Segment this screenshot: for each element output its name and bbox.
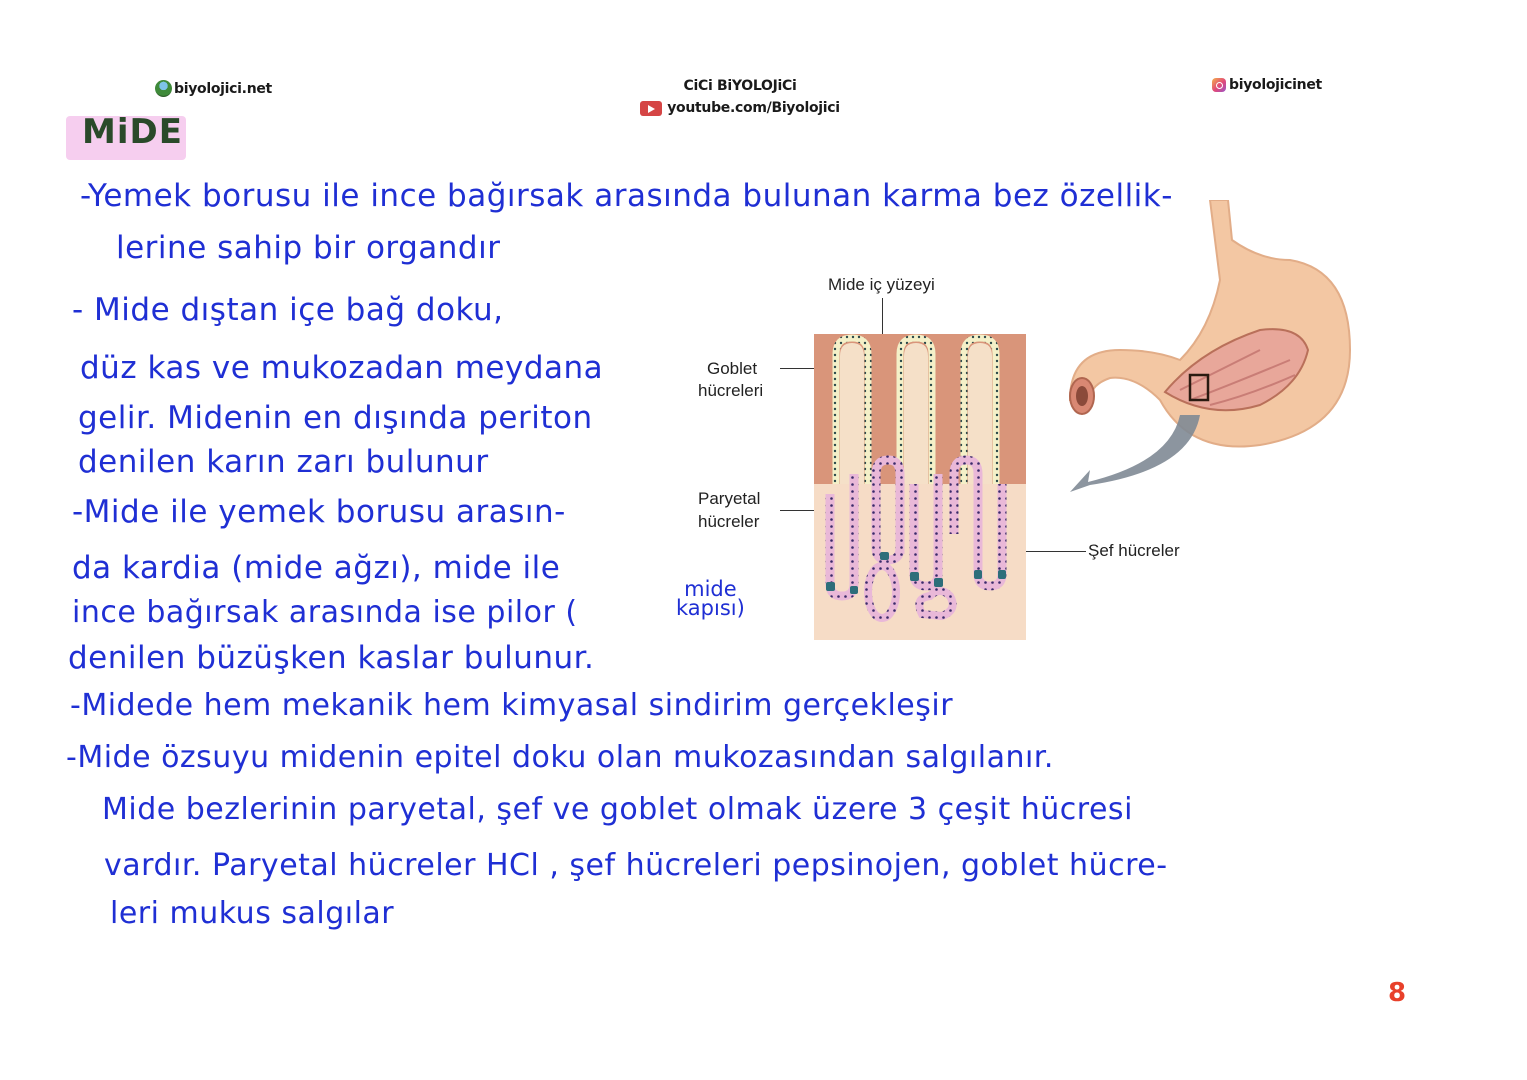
label-chief-cells: Şef hücreler (1088, 541, 1180, 560)
label-inner-surface: Mide iç yüzeyi (828, 275, 935, 294)
youtube-icon (640, 101, 662, 116)
pilor-annotation-top: mide (684, 577, 737, 601)
gastric-gland-illustration (814, 334, 1026, 640)
note-line: ince bağırsak arasında ise pilor ( (72, 595, 578, 630)
instagram-icon (1212, 78, 1226, 92)
channel-title: CiCi BiYOLOJiCi (683, 78, 797, 94)
site-name: biyolojici.net (174, 80, 272, 97)
note-line: düz kas ve mukozadan meydana (80, 350, 604, 386)
note-line: -Mide ile yemek borusu arasın- (72, 494, 566, 530)
label-parietal-line2: hücreler (698, 512, 760, 531)
note-line: denilen büzüşken kaslar bulunur. (68, 640, 595, 676)
note-line: - Mide dıştan içe bağ doku, (72, 292, 504, 328)
note-line: leri mukus salgılar (110, 896, 395, 931)
label-goblet-line2: hücreleri (698, 381, 764, 400)
note-line: gelir. Midenin en dışında periton (78, 400, 593, 436)
leader-line (1016, 551, 1086, 552)
page-title: MiDE (82, 112, 183, 152)
pilor-annotation (676, 577, 745, 620)
pilor-annotation-bottom: kapısı) (676, 596, 745, 620)
note-line: -Midede hem mekanik hem kimyasal sindirim gerçekleşir (70, 688, 954, 723)
site-brand (155, 80, 272, 97)
arrow-icon (1070, 415, 1200, 492)
instagram-handle-row (1212, 77, 1322, 93)
youtube-link-row (640, 100, 840, 116)
note-line: -Mide özsuyu midenin epitel doku olan mukozasından salgılanır. (66, 740, 1054, 775)
note-line: vardır. Paryetal hücreler HCl , şef hücreleri pepsinojen, goblet hücre- (104, 848, 1168, 883)
stomach-illustration (1060, 200, 1360, 500)
gastric-gland-diagram (814, 334, 1026, 640)
note-line: da kardia (mide ağzı), mide ile (72, 550, 561, 586)
instagram-handle: biyolojicinet (1229, 77, 1322, 93)
note-line: -Yemek borusu ile ince bağırsak arasında bulunan karma bez özellik- (80, 178, 1173, 214)
note-line: lerine sahip bir organdır (116, 230, 501, 266)
label-parietal-line1: Paryetal (698, 489, 761, 508)
globe-logo-icon (155, 80, 172, 97)
note-line: Mide bezlerinin paryetal, şef ve goblet olmak üzere 3 çeşit hücresi (102, 792, 1133, 827)
youtube-link: youtube.com/Biyolojici (667, 100, 840, 116)
label-goblet-line1: Goblet (707, 359, 758, 378)
channel-header (640, 78, 840, 116)
note-line: denilen karın zarı bulunur (78, 444, 489, 480)
page-number: 8 (1388, 978, 1407, 1008)
